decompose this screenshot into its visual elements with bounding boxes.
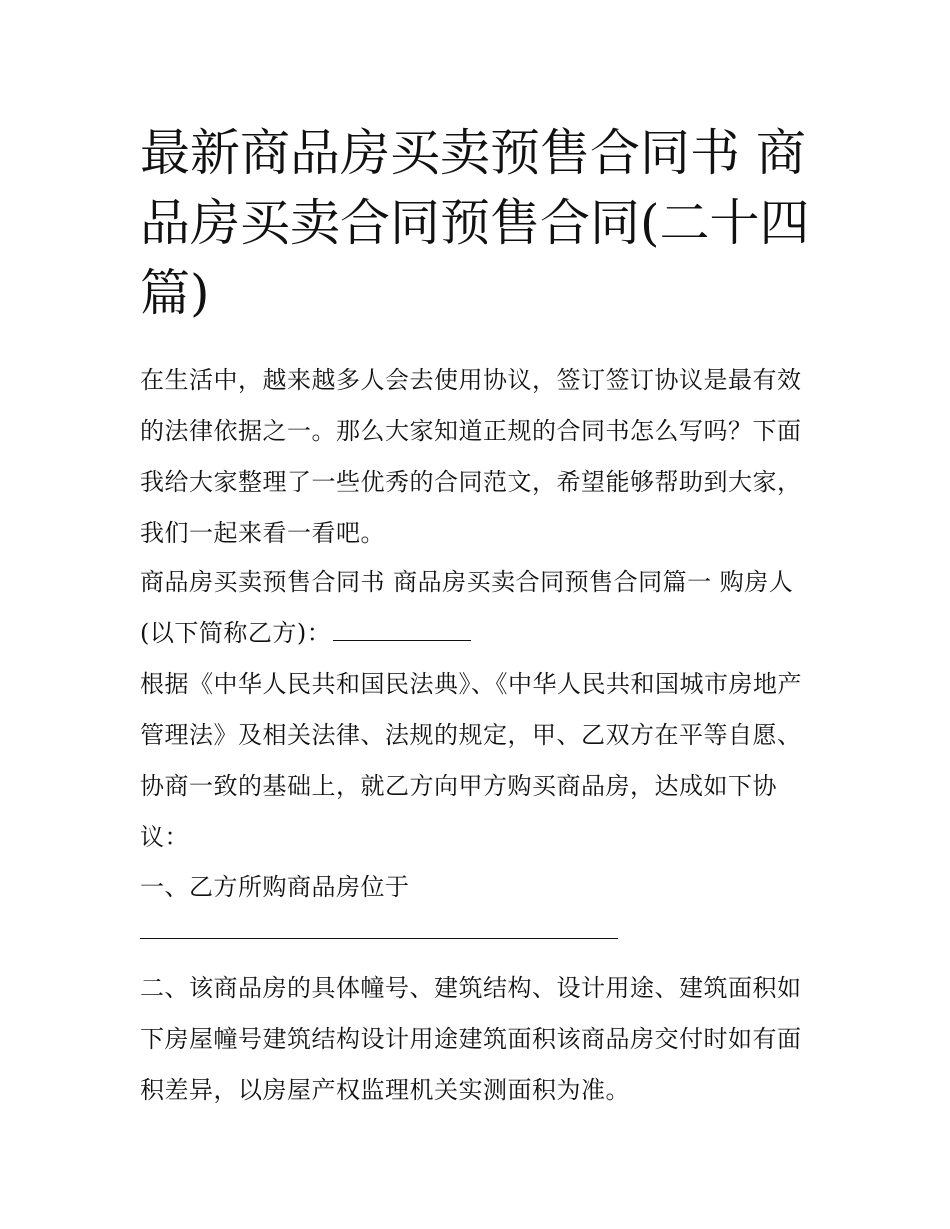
- section-heading-text: 商品房买卖预售合同书 商品房买卖合同预售合同篇一 购房人(以下简称乙方)：: [140, 568, 794, 647]
- item-one-paragraph: 一、乙方所购商品房位于: [140, 873, 410, 901]
- location-blank-line: [140, 938, 618, 939]
- law-basis-paragraph: 根据《中华人民共和国民法典》、《中华人民共和国城市房地产管理法》及相关法律、法规的规定，甲、乙双方在平等自愿、协商一致的基础上，就乙方向甲方购买商品房，达成如下协议：: [140, 670, 802, 851]
- intro-paragraph: 在生活中，越来越多人会去使用协议，签订签订协议是最有效的法律依据之一。那么大家知道正规的合同书怎么写吗？下面我给大家整理了一些优秀的合同范文，希望能够帮助到大家，我们一起来看一看吧。: [140, 366, 802, 547]
- section-heading-paragraph: [140, 557, 812, 659]
- item-two-paragraph: 二、该商品房的具体幢号、建筑结构、设计用途、建筑面积如下房屋幢号建筑结构设计用途建筑面积该商品房交付时如有面积差异，以房屋产权监理机关实测面积为准。: [140, 974, 802, 1104]
- buyer-name-blank: [333, 620, 471, 641]
- document-title: 最新商品房买卖预售合同书 商品房买卖合同预售合同(二十四篇): [140, 124, 810, 322]
